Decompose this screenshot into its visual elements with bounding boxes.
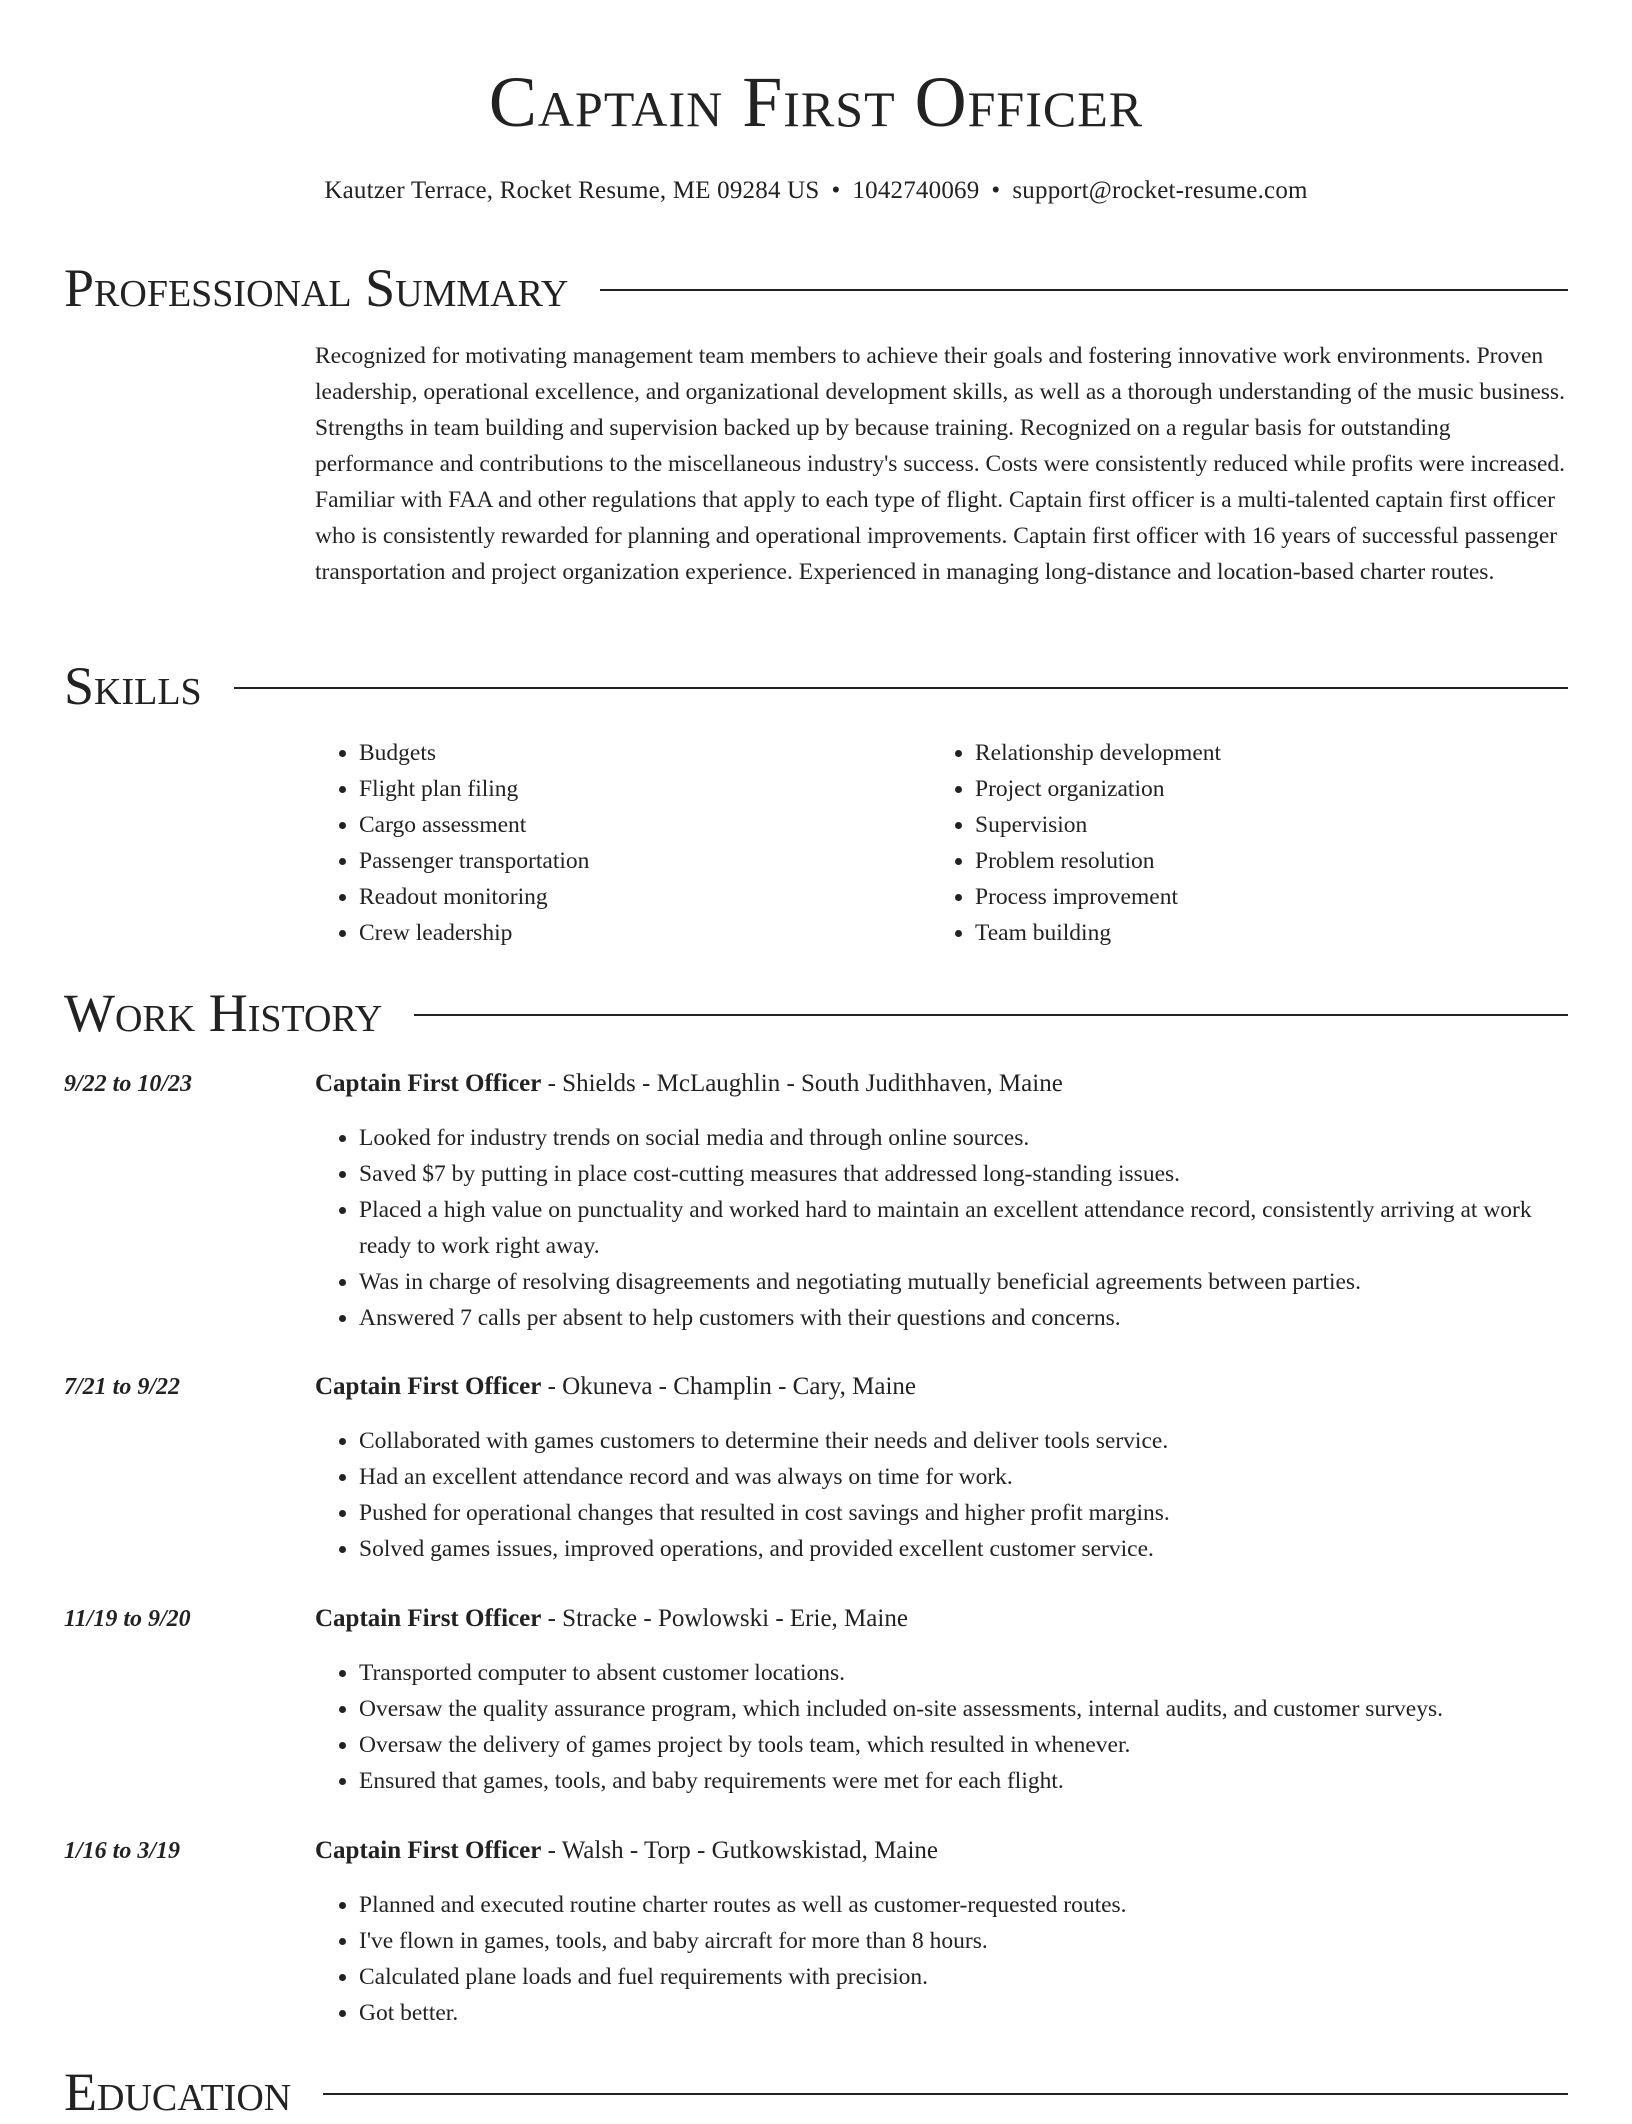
list-item: • Relationship development [975,735,1551,771]
candidate-name: Captain First Officer [488,62,1144,142]
job-dates: 11/19 to 9/20 [64,1606,191,1632]
skills-list [315,735,915,951]
job-heading [315,1369,916,1405]
contact-line [0,175,1632,207]
job-title: Captain First Officer [315,1070,542,1097]
list-item: • Got better. [359,1995,1568,2031]
job-title: Captain First Officer [315,1837,542,1864]
list-item: • Passenger transportation [359,843,915,879]
education-section-title: Education [64,2062,292,2122]
job-employer-location: - Stracke - Powlowski - Erie, Maine [541,1605,908,1632]
list-item: • Was in charge of resolving disagreements and negotiating mutually beneficial agreements between parties. [359,1264,1568,1300]
job-dates: 1/16 to 3/19 [64,1838,181,1864]
job-bullets [315,1423,1568,1567]
list-item: • Had an excellent attendance record and was always on time for work. [359,1459,1568,1495]
job-employer-location: - Shields - McLaughlin - South Judithhaven, Maine [541,1070,1063,1097]
list-item: • Cargo assessment [359,807,915,843]
list-item: • Calculated plane loads and fuel requirements with precision. [359,1959,1568,1995]
list-item: • Collaborated with games customers to determine their needs and deliver tools service. [359,1423,1568,1459]
list-item: • Looked for industry trends on social media and through online sources. [359,1120,1568,1156]
email-address: support@rocket-resume.com [1012,177,1308,204]
job-bullets [315,1887,1568,2031]
section-divider [600,289,1568,291]
job-bullet-block [315,1120,1568,1336]
list-item: • Planned and executed routine charter routes as well as customer-requested routes. [359,1887,1568,1923]
skills-list [931,735,1551,951]
list-item: • Pushed for operational changes that resulted in cost savings and higher profit margins. [359,1495,1568,1531]
list-item: • Readout monitoring [359,879,915,915]
job-bullets [315,1655,1568,1799]
job-bullet-block [315,1887,1568,2031]
list-item: • Transported computer to absent customer locations. [359,1655,1568,1691]
job-title: Captain First Officer [315,1373,542,1400]
contact-separator: • [831,177,841,204]
list-item: • Crew leadership [359,915,915,951]
job-bullets [315,1120,1568,1336]
job-dates: 9/22 to 10/23 [64,1071,193,1097]
phone-number: 1042740069 [852,177,980,204]
list-item: • Budgets [359,735,915,771]
list-item: • Placed a high value on punctuality and worked hard to maintain an excellent attendance record, consistently arriving at work ready to work right away. [359,1192,1568,1264]
list-item: • Ensured that games, tools, and baby requirements were met for each flight. [359,1763,1568,1799]
job-employer-location: - Okuneva - Champlin - Cary, Maine [541,1373,917,1400]
job-heading [315,1833,938,1869]
list-item: • Solved games issues, improved operations, and provided excellent customer service. [359,1531,1568,1567]
list-item: • Team building [975,915,1551,951]
list-item: • Supervision [975,807,1551,843]
work-section-header [64,981,1568,1045]
list-item: • Oversaw the quality assurance program, which included on-site assessments, internal audits, and customer surveys. [359,1691,1568,1727]
education-section-header [64,2060,1568,2124]
section-divider [414,1014,1568,1016]
job-employer-location: - Walsh - Torp - Gutkowskistad, Maine [541,1837,938,1864]
skills-section-header [64,654,1568,718]
work-section-title: Work History [64,983,383,1043]
list-item: • I've flown in games, tools, and baby aircraft for more than 8 hours. [359,1923,1568,1959]
job-title: Captain First Officer [315,1605,542,1632]
address: Kautzer Terrace, Rocket Resume, ME 09284 US [324,177,820,204]
list-item: • Flight plan filing [359,771,915,807]
job-bullet-block [315,1655,1568,1799]
skills-section-title: Skills [64,656,202,716]
job-bullet-block [315,1423,1568,1567]
list-item: • Saved $7 by putting in place cost-cutting measures that addressed long-standing issues. [359,1156,1568,1192]
job-heading [315,1066,1063,1102]
job-heading [315,1601,908,1637]
contact-separator: • [991,177,1001,204]
section-divider [234,687,1568,689]
section-divider [323,2093,1568,2095]
list-item: • Problem resolution [975,843,1551,879]
list-item: • Project organization [975,771,1551,807]
skills-right-column [931,735,1551,951]
list-item: • Answered 7 calls per absent to help customers with their questions and concerns. [359,1300,1568,1336]
skills-left-column [315,735,915,951]
summary-section-title: Professional Summary [64,258,569,318]
list-item: • Process improvement [975,879,1551,915]
summary-section-header [64,256,1568,320]
list-item: • Oversaw the delivery of games project by tools team, which resulted in whenever. [359,1727,1568,1763]
professional-summary: Recognized for motivating management team members to achieve their goals and fostering innovative work environments. Proven leadership, operational excellence, and organizational development skills, as well as a thorough understanding of the music business. Strengths in team building and supervision backed up by because training. Recognized on a regular basis for outstanding performance and contributions to the miscellaneous industry's success. Costs were consistently reduced while profits were increased. Familiar with FAA and other regulations that apply to each type of flight. Captain first officer is a multi-talented captain first officer who is consistently rewarded for planning and operational improvements. Captain first officer with 16 years of successful passenger transportation and project organization experience. Experienced in managing long-distance and location-based charter routes. [315,343,1566,585]
job-dates: 7/21 to 9/22 [64,1374,181,1400]
